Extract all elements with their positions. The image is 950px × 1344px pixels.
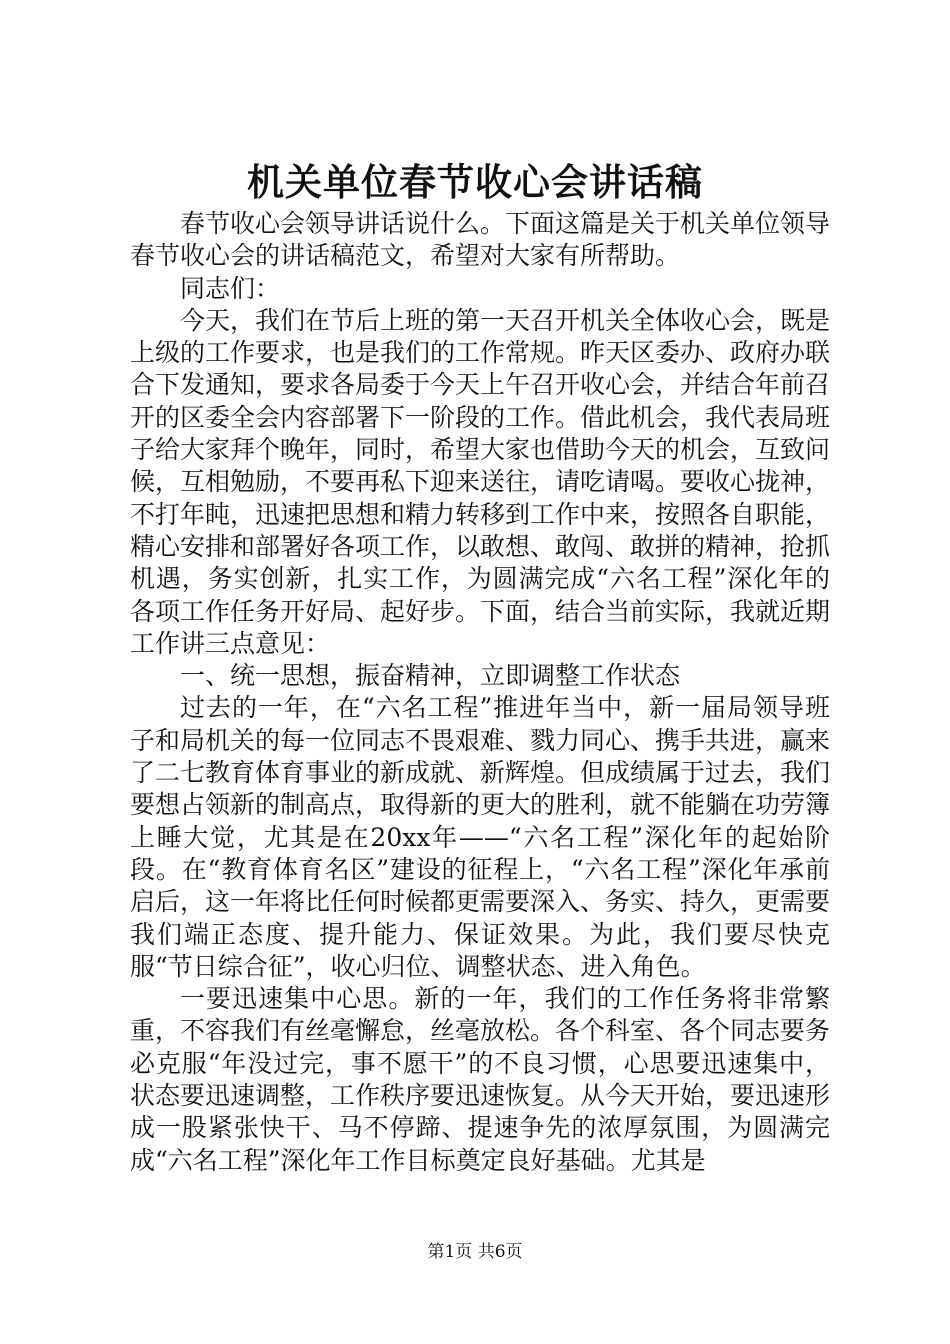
body-paragraph: 今天，我们在节后上班的第一天召开机关全体收心会，既是上级的工作要求，也是我们的工作常规。昨天区委办、政府办联合下发通知，要求各局委于今天上午召开收心会，并结合年前召开的区委全会内容部署下一阶段的工作。借此机会，我代表局班子给大家拜个晚年，同时，希望大家也借助今天的机会，互致问候，互相勉励，不要再私下迎来送往，请吃请喝。要收心拢神，不打年盹，迅速把思想和精力转移到工作中来，按照各自职能，精心安排和部署好各项工作，以敢想、敢闯、敢拼的精神，抢抓机遇，务实创新，扎实工作，为圆满完成“六名工程”深化年的各项工作任务开好局、起好步。下面，结合当前实际，我就近期工作讲三点意见： — [130, 305, 831, 658]
body-paragraph: 过去的一年，在“六名工程”推进年当中，新一届局领导班子和局机关的每一位同志不畏艰难、戮力同心、携手共进，赢来了二七教育体育事业的新成就、新辉煌。但成绩属于过去，我们要想占领新的制高点，取得新的更大的胜利，就不能躺在功劳簿上睡大觉，尤其是在20xx年——“六名工程”深化年的起始阶段。在“教育体育名区”建设的征程上，“六名工程”深化年承前启后，这一年将比任何时候都更需要深入、务实、持久，更需要我们端正态度、提升能力、保证效果。为此，我们要尽快克服“节日综合征”，收心归位、调整状态、进入角色。 — [130, 693, 831, 981]
body-paragraph: 一要迅速集中心思。新的一年，我们的工作任务将非常繁重，不容我们有丝毫懈怠，丝毫放松。各个科室、各个同志要务必克服“年没过完，事不愿干”的不良习惯，心思要迅速集中，状态要迅速调整，工作秩序要迅速恢复。从今天开始，要迅速形成一股紧张快干、马不停蹄、提速争先的浓厚氛围，为圆满完成“六名工程”深化年工作目标奠定良好基础。尤其是 — [130, 984, 831, 1175]
page-footer: 第1页 共6页 — [427, 1242, 523, 1262]
salutation: 同志们： — [180, 273, 281, 303]
document-title: 机关单位春节收心会讲话稿 — [247, 161, 703, 204]
section-heading: 一、统一思想，振奋精神，立即调整工作状态 — [180, 661, 681, 691]
document-body — [130, 208, 830, 1177]
intro-paragraph: 春节收心会领导讲话说什么。下面这篇是关于机关单位领导春节收心会的讲话稿范文，希望对大家有所帮助。 — [130, 209, 831, 271]
